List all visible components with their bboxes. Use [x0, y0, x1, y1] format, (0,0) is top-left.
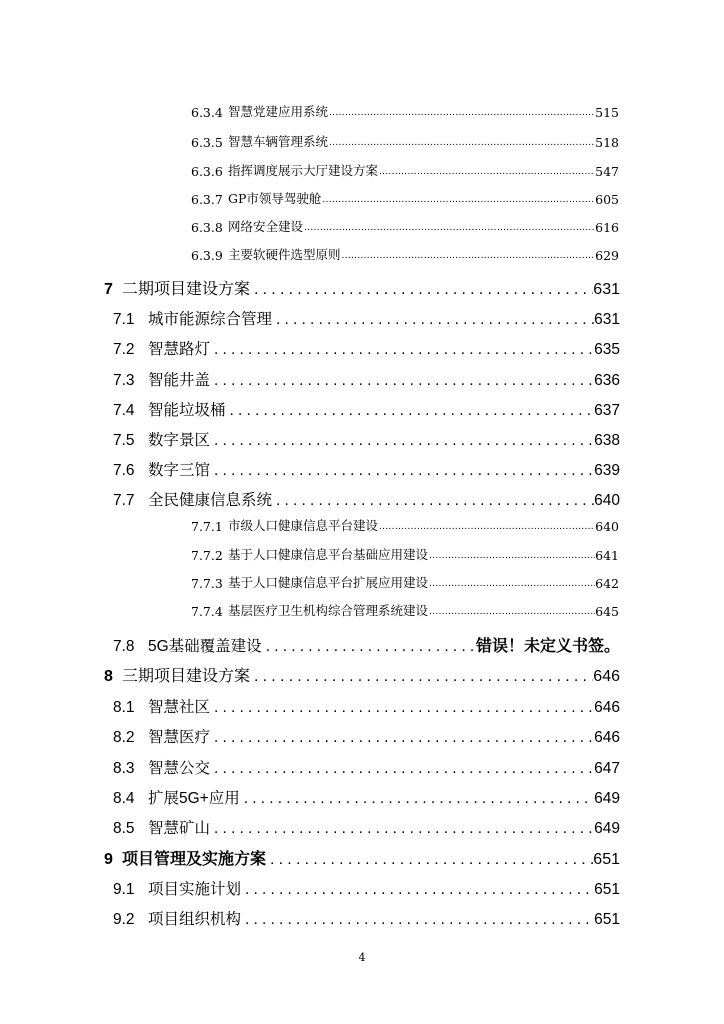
toc-entry-title: 二期项目建设方案 — [122, 281, 251, 298]
toc-leader-dots — [321, 193, 595, 207]
toc-entry-title: GP市领导驾驶舱 — [228, 191, 322, 206]
toc-entry-page: 631 — [594, 311, 620, 328]
toc-entry-number: 9.1 — [113, 881, 135, 898]
toc-entry-page: 647 — [594, 760, 620, 777]
toc-entry-page: 649 — [594, 790, 620, 807]
toc-leader-dots — [210, 432, 594, 450]
toc-leader-dots — [250, 281, 593, 299]
toc-chapter-entry[interactable] — [104, 662, 620, 686]
toc-section-entry[interactable] — [113, 486, 620, 510]
toc-entry-title: 市级人口健康信息平台建设 — [228, 518, 379, 533]
toc-entry-number: 7.7.1 — [191, 519, 223, 534]
toc-entry-title: 智慧矿山 — [148, 820, 211, 837]
toc-entry-number: 6.3.7 — [191, 192, 223, 207]
toc-entry-number: 8.4 — [113, 790, 135, 807]
toc-entry[interactable] — [191, 245, 619, 263]
toc-entry-number: 8.1 — [113, 699, 135, 716]
toc-entry-page: 646 — [594, 729, 620, 746]
toc-leader-dots — [328, 136, 595, 150]
toc-entry-title: 全民健康信息系统 — [148, 492, 273, 509]
toc-leader-dots — [241, 911, 594, 929]
toc-entry-page: 616 — [595, 220, 619, 235]
toc-entry-title: 扩展5G+应用 — [148, 790, 240, 807]
toc-section-entry[interactable] — [113, 426, 620, 450]
toc-entry-title: 主要软硬件选型原则 — [228, 247, 341, 262]
toc-entry-title: 智能垃圾桶 — [148, 402, 226, 419]
toc-entry-number: 8 — [104, 668, 113, 685]
toc-leader-dots — [328, 106, 595, 120]
toc-entry-number: 7.1 — [113, 311, 135, 328]
toc-leader-dots — [226, 402, 595, 420]
toc-entry-page: 635 — [594, 341, 620, 358]
toc-leader-dots — [210, 820, 594, 838]
toc-entry-page: 605 — [595, 192, 619, 207]
toc-entry[interactable] — [191, 102, 619, 120]
toc-entry-title: 城市能源综合管理 — [148, 311, 273, 328]
toc-entry[interactable] — [191, 516, 619, 534]
toc-entry-title: 数字景区 — [148, 432, 211, 449]
toc-entry-page: 640 — [594, 492, 620, 509]
toc-entry-number: 6.3.4 — [191, 105, 223, 120]
toc-section-entry[interactable] — [113, 456, 620, 480]
toc-section-entry[interactable] — [113, 723, 620, 747]
toc-section-entry[interactable] — [113, 814, 620, 838]
toc-entry-page: 637 — [594, 402, 620, 419]
toc-entry-number: 7.2 — [113, 341, 135, 358]
toc-entry-number: 6.3.8 — [191, 220, 223, 235]
toc-entry[interactable] — [191, 573, 619, 591]
toc-leader-dots — [210, 699, 594, 717]
toc-entry[interactable] — [191, 545, 619, 563]
toc-entry-title: 项目管理及实施方案 — [122, 851, 267, 868]
toc-section-entry[interactable] — [113, 632, 620, 656]
toc-entry-number: 9.2 — [113, 911, 135, 928]
toc-leader-dots — [378, 520, 595, 534]
toc-entry-page: 645 — [595, 604, 619, 619]
toc-entry-title: 项目实施计划 — [148, 881, 242, 898]
toc-entry[interactable] — [191, 161, 619, 179]
toc-leader-dots — [250, 668, 593, 686]
toc-section-entry[interactable] — [113, 693, 620, 717]
toc-entry-number: 8.2 — [113, 729, 135, 746]
toc-chapter-entry[interactable] — [104, 275, 620, 299]
toc-entry-page: 640 — [595, 519, 619, 534]
toc-section-entry[interactable] — [113, 754, 620, 778]
toc-leader-dots — [266, 851, 593, 869]
toc-entry-number: 8.5 — [113, 820, 135, 837]
toc-entry-title: 指挥调度展示大厅建设方案 — [228, 163, 379, 178]
toc-entry-title: 智慧党建应用系统 — [228, 104, 329, 119]
toc-chapter-entry[interactable] — [104, 845, 620, 869]
toc-entry-page: 518 — [595, 135, 619, 150]
toc-entry-page: 547 — [595, 164, 619, 179]
toc-entry-title: 数字三馆 — [148, 462, 211, 479]
toc-entry-page: 649 — [594, 820, 620, 837]
toc-entry-title: 三期项目建设方案 — [122, 668, 251, 685]
toc-entry-page: 646 — [593, 668, 620, 685]
toc-entry-title: 智慧社区 — [148, 699, 211, 716]
toc-entry[interactable] — [191, 601, 619, 619]
toc-entry-title: 智慧公交 — [148, 760, 211, 777]
toc-entry[interactable] — [191, 189, 619, 207]
toc-entry-page: 639 — [594, 462, 620, 479]
toc-leader-dots — [210, 372, 594, 390]
toc-leader-dots — [303, 221, 595, 235]
toc-entry-title: 5G基础覆盖建设 — [148, 638, 262, 655]
toc-entry-number: 6.3.6 — [191, 164, 223, 179]
toc-leader-dots — [341, 249, 596, 263]
toc-entry-title: 智慧车辆管理系统 — [228, 134, 329, 149]
toc-section-entry[interactable] — [113, 366, 620, 390]
toc-entry-number: 7.7.2 — [191, 548, 223, 563]
toc-leader-dots — [428, 549, 595, 563]
toc-entry-title: 基于人口健康信息平台扩展应用建设 — [228, 575, 429, 590]
toc-leader-dots — [240, 790, 594, 808]
toc-entry-title: 智慧路灯 — [148, 341, 211, 358]
toc-entry-page: 651 — [593, 851, 620, 868]
toc-bookmark-error: 错误！未定义书签。 — [475, 638, 620, 655]
toc-leader-dots — [262, 638, 476, 656]
toc-leader-dots — [210, 462, 594, 480]
toc-leader-dots — [428, 577, 595, 591]
toc-entry-title: 基于人口健康信息平台基础应用建设 — [228, 547, 429, 562]
toc-leader-dots — [428, 605, 595, 619]
toc-entry-number: 7.3 — [113, 372, 135, 389]
toc-entry-number: 7.5 — [113, 432, 135, 449]
toc-leader-dots — [210, 729, 594, 747]
toc-entry-number: 7.8 — [113, 638, 135, 655]
toc-entry-page: 629 — [595, 248, 619, 263]
toc-entry-number: 6.3.5 — [191, 135, 223, 150]
toc-entry-page: 646 — [594, 699, 620, 716]
toc-leader-dots — [210, 760, 594, 778]
toc-section-entry[interactable] — [113, 396, 620, 420]
toc-section-entry[interactable] — [113, 905, 620, 929]
toc-entry-number: 7.7.4 — [191, 604, 223, 619]
toc-entry-title: 基层医疗卫生机构综合管理系统建设 — [228, 603, 429, 618]
toc-entry[interactable] — [191, 217, 619, 235]
toc-leader-dots — [378, 165, 595, 179]
toc-entry-page: 638 — [594, 432, 620, 449]
toc-entry-number: 7.7 — [113, 492, 135, 509]
toc-leader-dots — [272, 311, 594, 329]
toc-entry-page: 515 — [595, 105, 619, 120]
toc-entry-title: 项目组织机构 — [148, 911, 242, 928]
toc-entry-number: 8.3 — [113, 760, 135, 777]
page-number: 4 — [358, 951, 366, 964]
toc-entry-page: 641 — [595, 548, 619, 563]
toc-entry[interactable] — [191, 132, 619, 150]
toc-section-entry[interactable] — [113, 784, 620, 808]
toc-entry-title: 智慧医疗 — [148, 729, 211, 746]
toc-leader-dots — [241, 881, 594, 899]
toc-leader-dots — [272, 492, 594, 510]
toc-entry-page: 651 — [594, 911, 620, 928]
toc-entry-number: 7.7.3 — [191, 576, 223, 591]
toc-entry-number: 9 — [104, 851, 113, 868]
toc-section-entry[interactable] — [113, 305, 620, 329]
toc-entry-page: 642 — [595, 576, 619, 591]
toc-section-entry[interactable] — [113, 335, 620, 359]
toc-entry-page: 636 — [594, 372, 620, 389]
toc-entry-page: 631 — [593, 281, 620, 298]
toc-entry-number: 7.4 — [113, 402, 135, 419]
toc-entry-number: 7.6 — [113, 462, 135, 479]
toc-entry-page: 651 — [594, 881, 620, 898]
toc-entry-number: 6.3.9 — [191, 248, 223, 263]
toc-entry-title: 智能井盖 — [148, 372, 211, 389]
toc-section-entry[interactable] — [113, 875, 620, 899]
toc-entry-title: 网络安全建设 — [228, 219, 304, 234]
toc-leader-dots — [210, 341, 594, 359]
toc-entry-number: 7 — [104, 281, 113, 298]
